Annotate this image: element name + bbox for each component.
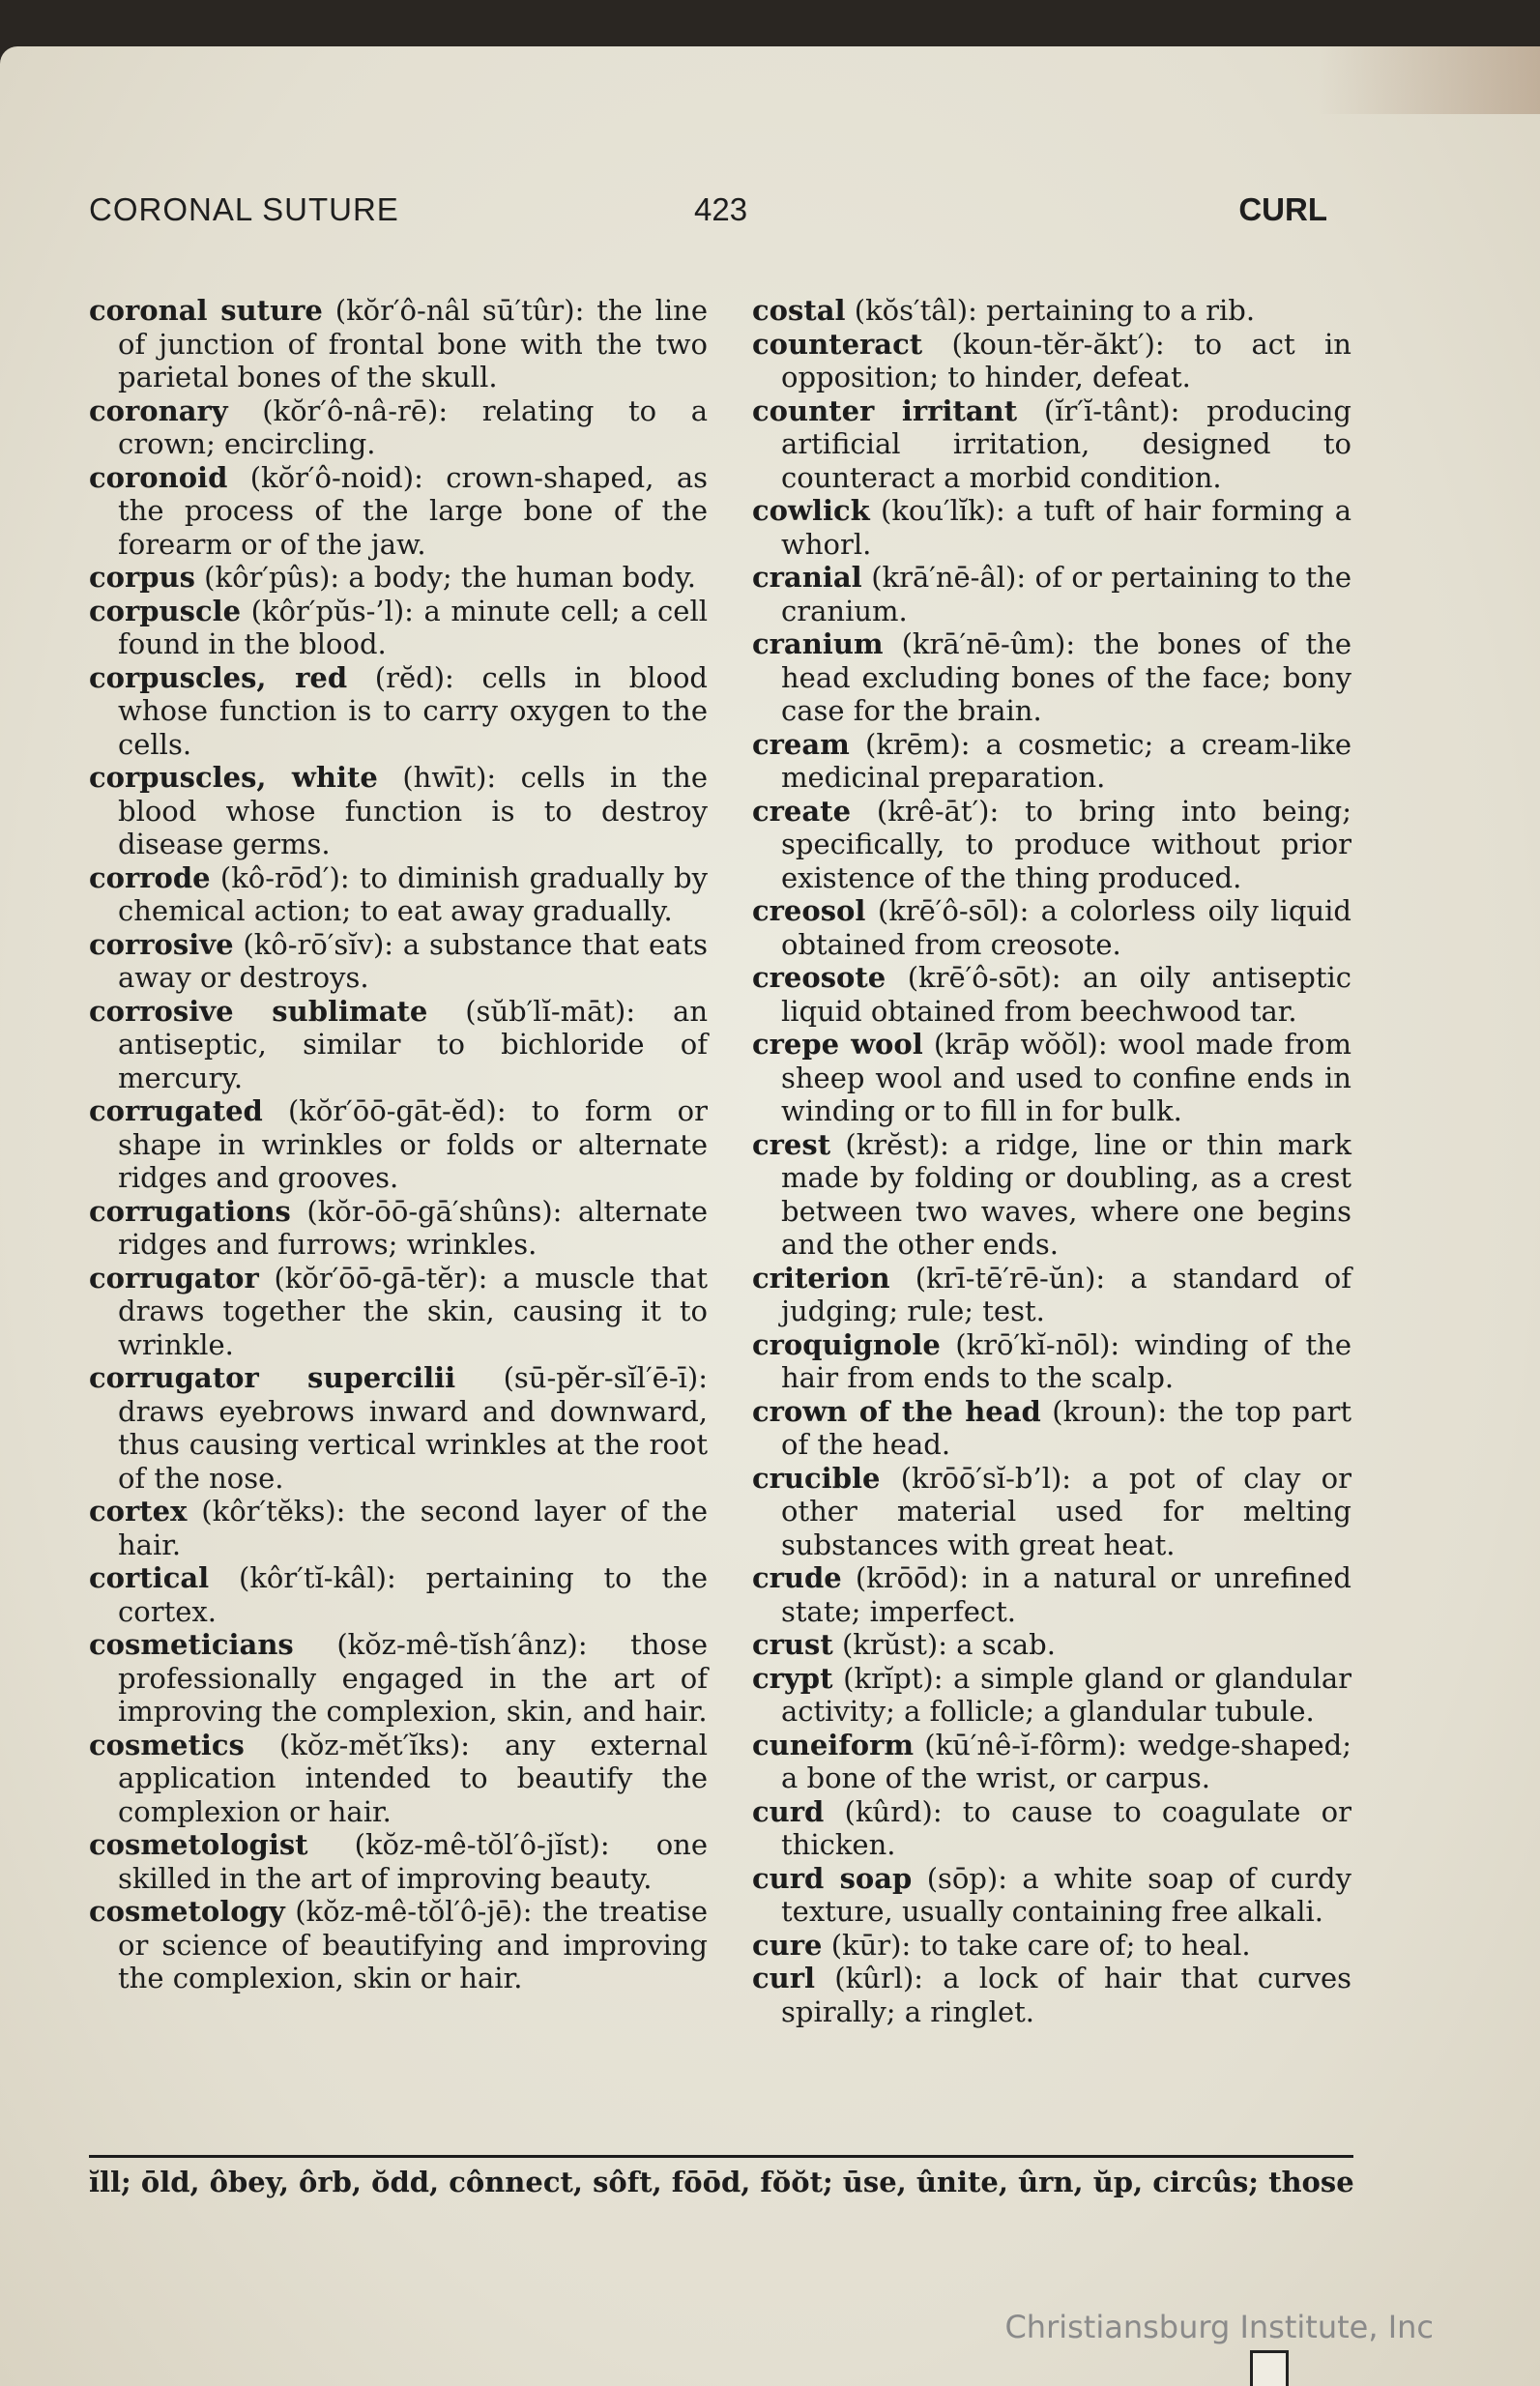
entry-term: crown of the head: [752, 1394, 1041, 1428]
entry-term: cuneiform: [752, 1728, 915, 1761]
dictionary-page: [0, 46, 1540, 2386]
entry-definition: (kū′nê-ĭ-fôrm): wedge-shaped; a bone of the wrist, or carpus.: [781, 1728, 1351, 1794]
entry-term: creosote: [752, 961, 886, 994]
dictionary-entry: [89, 761, 708, 861]
entry-term: crude: [752, 1561, 842, 1594]
dictionary-entry: [89, 1895, 708, 1995]
dictionary-entry: [752, 394, 1351, 495]
entry-term: corrugations: [89, 1194, 291, 1228]
right-column: [752, 294, 1351, 2028]
dictionary-entry: [752, 795, 1351, 895]
dictionary-entry: [752, 1662, 1351, 1729]
entry-definition: (krī-tē′rē-ŭn): a standard of judging; rule; test.: [781, 1261, 1351, 1327]
entry-definition: (kŏr′ô-nâl sū′tûr): the line of junction of frontal bone with the two parietal bones of the skull.: [118, 294, 708, 393]
page-number: 423: [694, 191, 748, 227]
dictionary-entry: [752, 1262, 1351, 1328]
entry-term: criterion: [752, 1261, 890, 1295]
entry-term: corpuscles, red: [89, 660, 348, 694]
first-guide-word: CORONAL SUTURE: [89, 191, 399, 227]
entry-definition: (kŏr′ô-nâ-rē): relating to a crown; encircling.: [118, 393, 708, 460]
dictionary-entry: [752, 294, 1351, 328]
entry-term: corrosive sublimate: [89, 994, 428, 1028]
entry-term: croquignole: [752, 1327, 941, 1361]
entry-definition: (kôr′pûs): a body; the human body.: [194, 561, 696, 594]
entry-term: cranium: [752, 627, 884, 660]
entry-term: cure: [752, 1928, 823, 1962]
dictionary-entry: [89, 561, 708, 595]
running-head: [89, 191, 1327, 240]
dictionary-entry: [752, 1328, 1351, 1395]
entry-term: cortex: [89, 1495, 188, 1528]
dictionary-entry: [89, 1495, 708, 1561]
entry-term: cortical: [89, 1561, 210, 1594]
entry-term: crypt: [752, 1661, 833, 1695]
entry-term: crust: [752, 1628, 833, 1661]
entry-definition: (kô-rō′sĭv): a substance that eats away or destroys.: [118, 927, 708, 994]
dictionary-entry: [752, 494, 1351, 561]
entry-term: cosmetics: [89, 1728, 245, 1761]
entry-definition: (kôr′tĕks): the second layer of the hair.: [118, 1495, 708, 1561]
entry-definition: (krê-āt′): to bring into being; specifically, to produce without prior existence of the thing produced.: [781, 794, 1351, 894]
entry-term: crest: [752, 1127, 831, 1161]
dictionary-entry: [752, 1929, 1351, 1963]
entry-definition: (kŏz-mĕt′ĭks): any external application intended to beautify the complexion or hair.: [118, 1728, 708, 1828]
entry-term: corrugated: [89, 1094, 263, 1127]
left-column: [89, 294, 708, 1995]
last-guide-word: CURL: [1238, 191, 1327, 227]
entry-definition: (sū-pĕr-sĭl′ē-ī): draws eyebrows inward and downward, thus causing vertical wrinkles at the root of the nose.: [118, 1361, 708, 1495]
entry-definition: (kŏz-mê-tŏl′ô-jĭst): one skilled in the art of improving beauty.: [118, 1828, 708, 1895]
entry-definition: (kŏz-mê-tŏl′ô-jē): the treatise or science of beautifying and improving the complexion, skin or hair.: [118, 1895, 708, 1994]
entry-definition: (kŏr-ōō-gā′shûns): alternate ridges and furrows; wrinkles.: [118, 1194, 708, 1261]
entry-definition: (krāp wŏŏl): wool made from sheep wool and used to confine ends in winding or to fill in for bulk.: [781, 1028, 1351, 1127]
dictionary-entry: [752, 728, 1351, 795]
dictionary-entry: [89, 1195, 708, 1262]
dictionary-entry: [752, 1395, 1351, 1462]
entry-term: cranial: [752, 561, 862, 594]
entry-definition: (sŭb′lĭ-māt): an antiseptic, similar to bichloride of mercury.: [118, 994, 708, 1094]
dictionary-entry: [752, 1128, 1351, 1262]
entry-term: cosmetologist: [89, 1828, 308, 1861]
entry-term: corrosive: [89, 927, 234, 961]
entry-definition: (kūr): to take care of; to heal.: [822, 1928, 1251, 1962]
entry-definition: (koun-tĕr-ăkt′): to act in opposition; to hinder, defeat.: [781, 327, 1351, 393]
dictionary-entry: [89, 1729, 708, 1829]
entry-definition: (kŏr′ōō-gā-tĕr): a muscle that draws together the skin, causing it to wrinkle.: [118, 1261, 708, 1361]
entry-definition: (krŭst): a scab.: [832, 1628, 1056, 1661]
dictionary-entry: [752, 561, 1351, 627]
dictionary-entry: [89, 1628, 708, 1729]
entry-term: corpuscle: [89, 594, 242, 627]
dictionary-entry: [89, 1094, 708, 1195]
dictionary-entry: [752, 961, 1351, 1028]
dictionary-entry: [89, 394, 708, 461]
page-edge-stain: [1318, 46, 1540, 114]
entry-definition: (kô-rōd′): to diminish gradually by chemical action; to eat away gradually.: [118, 860, 708, 927]
entry-term: corrode: [89, 860, 211, 894]
dictionary-entry: [752, 1795, 1351, 1862]
dictionary-entry: [89, 861, 708, 928]
entry-term: coronary: [89, 393, 228, 427]
pronunciation-key: ĭll; ōld, ôbey, ôrb, ŏdd, cônnect, sôft, fōōd, fŏŏt; ūse, ûnite, ûrn, ŭp, circûs; those: [89, 2166, 1354, 2198]
entry-definition: (kŏz-mê-tĭsh′ânz): those professionally engaged in the art of improving the complexion, skin, and hair.: [118, 1628, 708, 1728]
entry-definition: (krĭpt): a simple gland or glandular activity; a follicle; a glandular tubule.: [781, 1661, 1351, 1728]
entry-term: cosmetology: [89, 1895, 285, 1928]
dictionary-entry: [89, 1561, 708, 1628]
entry-term: counter irritant: [752, 393, 1018, 427]
dictionary-entry: [752, 627, 1351, 728]
dictionary-entry: [89, 1262, 708, 1362]
entry-term: creosol: [752, 894, 866, 927]
dictionary-entry: [752, 1462, 1351, 1562]
dictionary-entry: [752, 1729, 1351, 1795]
entry-definition: (kroun): the top part of the head.: [781, 1394, 1351, 1461]
entry-definition: (krō′kĭ-nōl): winding of the hair from ends to the scalp.: [781, 1327, 1351, 1394]
entry-definition: (kôr′tĭ-kâl): pertaining to the cortex.: [118, 1561, 708, 1628]
entry-definition: (krĕst): a ridge, line or thin mark made by folding or doubling, as a crest between two waves, where one begins and the other ends.: [781, 1127, 1351, 1261]
entry-definition: (kŏr′ōō-gāt-ĕd): to form or shape in wrinkles or folds or alternate ridges and grooves.: [118, 1094, 708, 1194]
entry-definition: (kŏs′tâl): pertaining to a rib.: [845, 294, 1256, 327]
entry-definition: (sōp): a white soap of curdy texture, usually containing free alkali.: [781, 1861, 1351, 1928]
dictionary-entry: [89, 661, 708, 762]
dictionary-entry: [89, 995, 708, 1095]
entry-definition: (kôr′pŭs-’l): a minute cell; a cell found in the blood.: [118, 594, 708, 660]
entry-definition: (krē′ô-sōt): an oily antiseptic liquid obtained from beechwood tar.: [781, 961, 1351, 1028]
entry-term: cream: [752, 727, 850, 761]
dictionary-entry: [89, 928, 708, 995]
entry-term: crucible: [752, 1461, 881, 1495]
watermark: Christiansburg Institute, Inc: [1004, 2309, 1434, 2345]
entry-term: curd: [752, 1794, 825, 1828]
entry-definition: (hwīt): cells in the blood whose function is to destroy disease germs.: [118, 761, 708, 860]
dictionary-entry: [752, 1028, 1351, 1128]
dictionary-entry: [752, 1862, 1351, 1929]
entry-definition: (krē′ô-sōl): a colorless oily liquid obtained from creosote.: [781, 894, 1351, 961]
dictionary-entry: [89, 1828, 708, 1895]
entry-term: counteract: [752, 327, 923, 361]
dictionary-entry: [89, 461, 708, 562]
entry-term: curd soap: [752, 1861, 913, 1895]
dictionary-entry: [752, 894, 1351, 961]
dictionary-entry: [752, 1628, 1351, 1662]
entry-definition: (kûrl): a lock of hair that curves spirally; a ringlet.: [781, 1962, 1351, 2028]
entry-term: corpus: [89, 561, 195, 594]
entry-definition: (kŏr′ô-noid): crown-shaped, as the process of the large bone of the forearm or of the jaw.: [118, 460, 708, 561]
dictionary-entry: [752, 328, 1351, 394]
entry-term: cosmeticians: [89, 1628, 294, 1661]
entry-term: coronoid: [89, 460, 228, 494]
dictionary-entry: [752, 1962, 1351, 2028]
dictionary-entry: [752, 1561, 1351, 1628]
entry-term: crepe wool: [752, 1028, 923, 1061]
entry-term: corrugator: [89, 1261, 259, 1295]
entry-term: curl: [752, 1962, 816, 1994]
dictionary-entry: [89, 294, 708, 394]
entry-term: corrugator supercilii: [89, 1361, 456, 1394]
page-tab-mark: [1250, 2350, 1289, 2386]
entry-definition: (krōō′sĭ-b’l): a pot of clay or other material used for melting substances with great heat.: [781, 1461, 1351, 1561]
entry-definition: (rĕd): cells in blood whose function is to carry oxygen to the cells.: [118, 660, 708, 761]
entry-definition: (krā′nē-âl): of or pertaining to the cranium.: [781, 561, 1351, 627]
entry-definition: (krā′nē-ûm): the bones of the head excluding bones of the face; bony case for the brain.: [781, 627, 1351, 727]
footer-rule: [89, 2155, 1353, 2158]
entry-term: corpuscles, white: [89, 761, 378, 794]
entry-term: coronal suture: [89, 294, 323, 327]
entry-definition: (ĭr′ĭ-tânt): producing artificial irritation, designed to counteract a morbid condition.: [781, 393, 1351, 494]
entry-definition: (kou′lĭk): a tuft of hair forming a whorl.: [781, 494, 1351, 561]
entry-definition: (kûrd): to cause to coagulate or thicken.: [781, 1794, 1351, 1861]
entry-term: create: [752, 794, 852, 828]
entry-definition: (krēm): a cosmetic; a cream-like medicinal preparation.: [781, 727, 1351, 794]
entry-term: cowlick: [752, 494, 870, 527]
entry-term: costal: [752, 294, 846, 327]
dictionary-entry: [89, 1361, 708, 1495]
dictionary-entry: [89, 595, 708, 661]
entry-definition: (krōōd): in a natural or unrefined state; imperfect.: [781, 1561, 1351, 1628]
